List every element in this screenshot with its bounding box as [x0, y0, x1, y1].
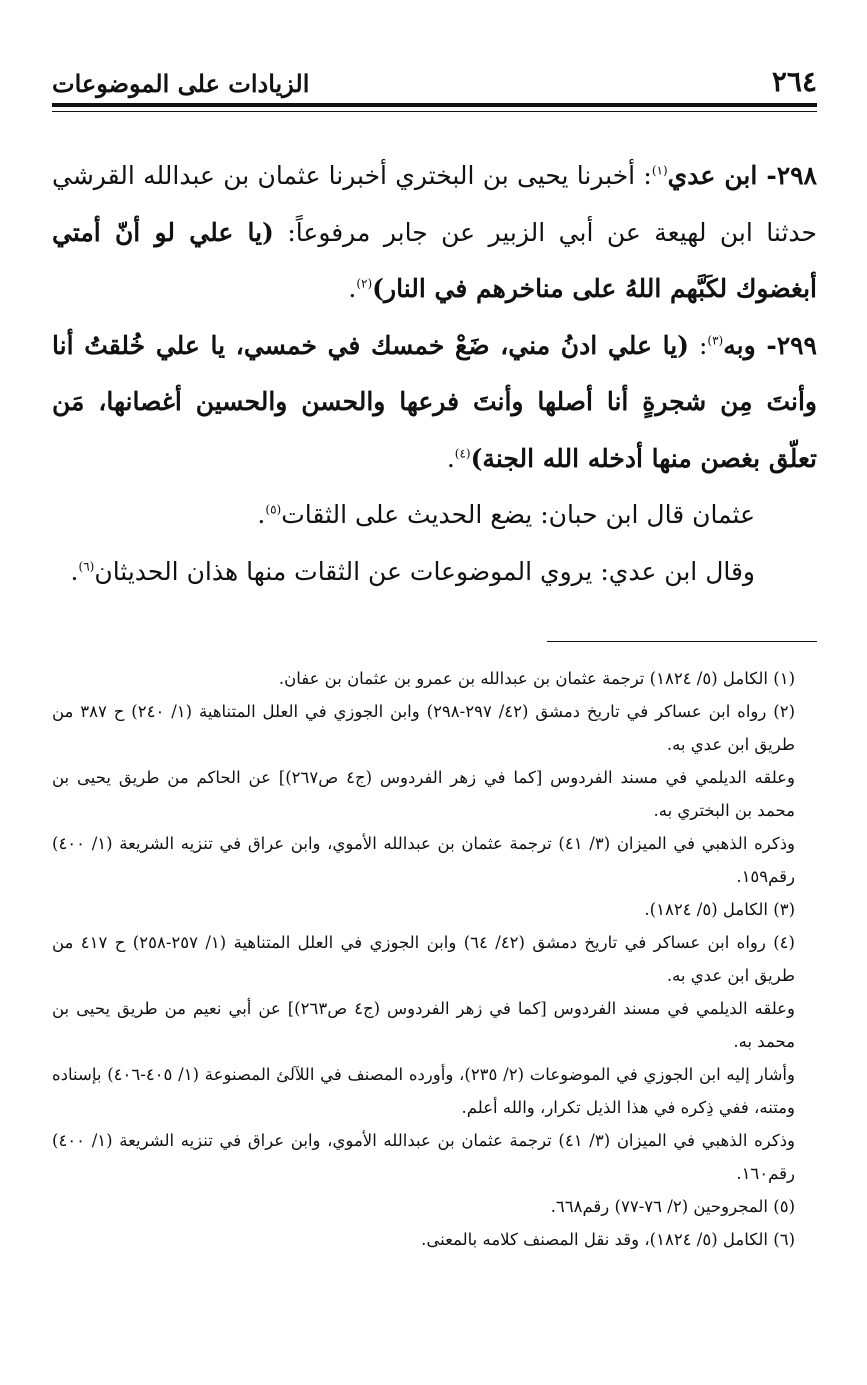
footnote-ref-6[interactable]: (٦) — [78, 559, 95, 574]
comment-1-text: عثمان قال ابن حبان: يضع الحديث على الثقات — [281, 500, 755, 529]
footnote: (٢) رواه ابن عساكر في تاريخ دمشق (٤٢/ ٢٩٧-٢٩٨) وابن الجوزي في العلل المتناهية (١/ ٢٤٠) ح ٣٨٧ من طريق ابن عدي به. — [52, 702, 795, 754]
main-text — [52, 148, 817, 600]
entry-299 — [52, 318, 817, 488]
running-title: الزيادات على الموضوعات — [52, 69, 310, 98]
entry-299-heading: ٢٩٩- وبه — [723, 330, 817, 360]
header-rule-thick — [52, 103, 817, 107]
entry-298-chain: : أخبرنا يحيى بن البختري أخبرنا عثمان بن عبدالله القرشي حدثنا ابن لهيعة عن أبي الزبير عن جابر مرفوعاً: — [52, 161, 817, 247]
entry-298-matn: (يا علي لو أنّ أمتي أبغضوك لكَبَّهم اللهُ على مناخرهم في النار) — [52, 217, 817, 303]
footnote: وذكره الذهبي في الميزان (٣/ ٤١) ترجمة عثمان بن عبدالله الأموي، وابن عراق في تنزيه الشريعة (١/ ٤٠٠) رقم١٥٩. — [52, 834, 796, 886]
footnote-ref-5[interactable]: (٥) — [265, 502, 282, 517]
footnote: (٥) المجروحين (٢/ ٧٦-٧٧) رقم٦٦٨. — [550, 1197, 795, 1216]
footnote: وعلقه الديلمي في مسند الفردوس [كما في زهر الفردوس (ج٤ ص٢٦٣)] عن أبي نعيم من طريق يحيى بن محمد به. — [52, 999, 795, 1051]
footnote: وأشار إليه ابن الجوزي في الموضوعات (٢/ ٢٣٥)، وأورده المصنف في اللآلئ المصنوعة (١/ ٤٠٥-٤٠٦) بإسناده ومتنه، ففي ذِكره في هذا الذيل تكرار، والله أعلم. — [52, 1065, 795, 1117]
footnote: (١) الكامل (٥/ ١٨٢٤) ترجمة عثمان بن عبدالله بن عمرو بن عثمان بن عفان. — [278, 669, 795, 688]
header-rule-thin — [52, 111, 817, 112]
comment-2-end: . — [70, 556, 79, 586]
footnote-separator — [547, 641, 817, 642]
comment-ibn-adi — [52, 544, 817, 601]
footnote: (٦) الكامل (٥/ ١٨٢٤)، وقد نقل المصنف كلامه بالمعنى. — [421, 1230, 795, 1249]
entry-299-end: . — [446, 443, 455, 473]
footnote-ref-2[interactable]: (٢) — [356, 276, 373, 291]
comment-1-end: . — [257, 500, 266, 529]
entry-298-end: . — [348, 274, 357, 303]
footnote-ref-4[interactable]: (٤) — [454, 446, 471, 461]
footnote-ref-3[interactable]: (٣) — [707, 333, 724, 348]
entry-298 — [52, 148, 817, 318]
footnote-ref-1[interactable]: (١) — [651, 163, 668, 178]
footnote: (٣) الكامل (٥/ ١٨٢٤). — [644, 900, 795, 919]
comment-2-text: وقال ابن عدي: يروي الموضوعات عن الثقات منها هذان الحديثان — [94, 556, 755, 586]
entry-298-heading: ٢٩٨- ابن عدي — [667, 161, 817, 190]
footnote: وعلقه الديلمي في مسند الفردوس [كما في زهر الفردوس (ج٤ ص٢٦٧)] عن الحاكم من طريق يحيى بن محمد بن البختري به. — [52, 768, 795, 820]
page-header — [52, 48, 817, 98]
entry-299-matn: (يا علي ادنُ مني، ضَعْ خمسك في خمسي، يا علي خُلقتُ أنا وأنتَ مِن شجرةٍ أنا أصلها وأنتَ فرعها والحسن والحسين أغصانها، مَن تعلّق بغصن منها أدخله الله الجنة) — [52, 330, 817, 473]
page-number: ٢٦٤ — [771, 65, 817, 98]
entry-299-sep: : — [689, 330, 708, 360]
footnote: وذكره الذهبي في الميزان (٣/ ٤١) ترجمة عثمان بن عبدالله الأموي، وابن عراق في تنزيه الشريعة (١/ ٤٠٠) رقم١٦٠. — [52, 1131, 796, 1183]
comment-ibn-hibban — [52, 487, 817, 544]
footnotes — [52, 662, 817, 1256]
footnote: (٤) رواه ابن عساكر في تاريخ دمشق (٤٢/ ٦٤) وابن الجوزي في العلل المتناهية (١/ ٢٥٧-٢٥٨) ح ٤١٧ من طريق ابن عدي به. — [52, 933, 795, 985]
